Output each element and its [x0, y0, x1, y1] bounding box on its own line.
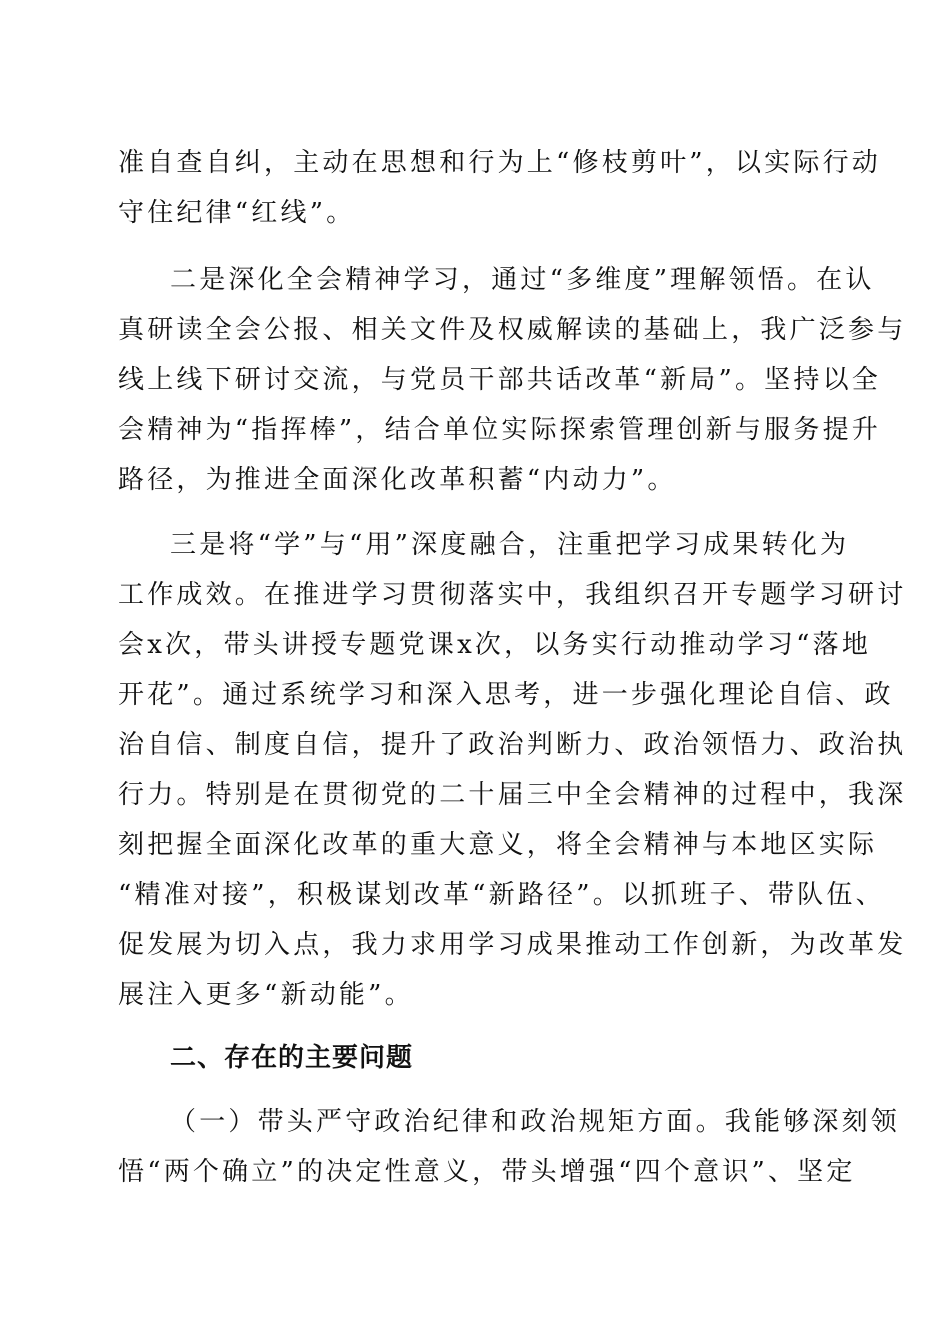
paragraph-line-6: 会精神为“指挥棒”，结合单位实际探索管理创新与服务提升 [118, 415, 881, 445]
paragraph-line-11: 开花”。通过系统学习和深入思考，进一步强化理论自信、政 [118, 680, 894, 710]
paragraph-line-3: 二是深化全会精神学习，通过“多维度”理解领悟。在认 [170, 265, 875, 295]
paragraph-line-14: 刻把握全面深化改革的重大意义，将全会精神与本地区实际 [118, 830, 878, 860]
paragraph-line-18: （一）带头严守政治纪律和政治规矩方面。我能够深刻领 [170, 1107, 901, 1137]
paragraph-line-9: 工作成效。在推进学习贯彻落实中，我组织召开专题学习研讨 [118, 580, 907, 610]
paragraph-line-8: 三是将“学”与“用”深度融合，注重把学习成果转化为 [170, 530, 850, 560]
paragraph-line-10: 会x次，带头讲授专题党课x次，以务实行动推动学习“落地 [118, 630, 872, 660]
paragraph-line-5: 线上线下研讨交流，与党员干部共话改革“新局”。坚持以全 [118, 365, 881, 395]
paragraph-line-2: 守住纪律“红线”。 [118, 198, 356, 228]
paragraph-line-19: 悟“两个确立”的决定性意义，带头增强“四个意识”、坚定 [118, 1157, 856, 1187]
paragraph-line-7: 路径，为推进全面深化改革积蓄“内动力”。 [118, 465, 677, 495]
paragraph-line-4: 真研读全会公报、相关文件及权威解读的基础上，我广泛参与 [118, 315, 907, 345]
paragraph-line-15: “精准对接”，积极谋划改革“新路径”。以抓班子、带队伍、 [118, 880, 885, 910]
paragraph-line-12: 治自信、制度自信，提升了政治判断力、政治领悟力、政治执 [118, 730, 907, 760]
section-heading: 二、存在的主要问题 [170, 1043, 414, 1073]
paragraph-line-1: 准自查自纠，主动在思想和行为上“修枝剪叶”，以实际行动 [118, 148, 881, 178]
paragraph-line-13: 行力。特别是在贯彻党的二十届三中全会精神的过程中，我深 [118, 780, 907, 810]
paragraph-line-16: 促发展为切入点，我力求用学习成果推动工作创新，为改革发 [118, 930, 907, 960]
paragraph-line-17: 展注入更多“新动能”。 [118, 980, 414, 1010]
